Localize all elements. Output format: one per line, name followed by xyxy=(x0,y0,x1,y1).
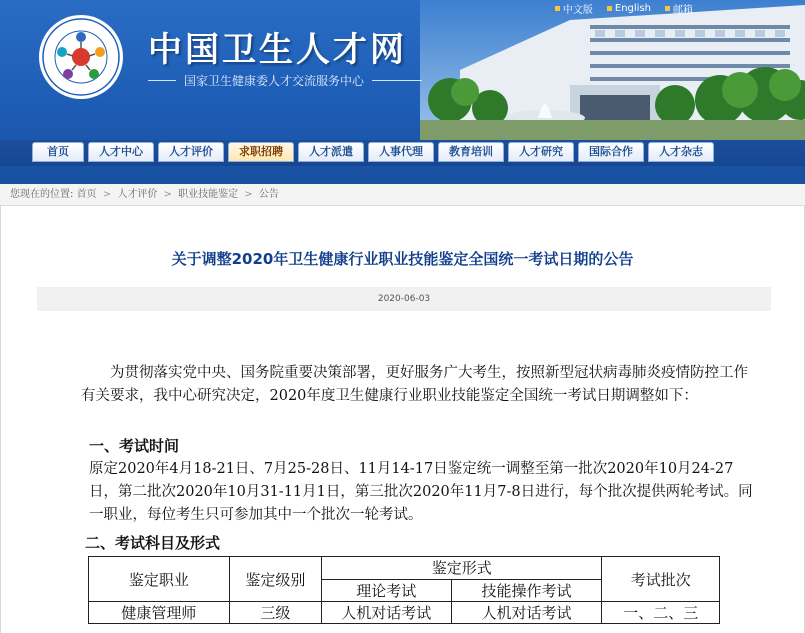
article-title: 关于调整2020年卫生健康行业职业技能鉴定全国统一考试日期的公告 xyxy=(171,250,634,268)
header-theory: 理论考试 xyxy=(321,579,451,602)
cell-skill: 人机对话考试 xyxy=(451,602,602,624)
breadcrumb xyxy=(0,184,805,206)
site-subtitle-text: 国家卫生健康委人才交流服务中心 xyxy=(184,74,365,88)
breadcrumb-separator: > xyxy=(244,189,253,200)
header-skill: 技能操作考试 xyxy=(451,579,602,602)
table-header-row xyxy=(89,557,720,580)
article-date: 2020-06-03 xyxy=(37,287,771,311)
exam-subjects-table xyxy=(88,556,720,624)
site-title[interactable]: 中国卫生人才网 xyxy=(148,30,407,70)
main-nav xyxy=(0,140,805,166)
nav-item-talent-magazine[interactable]: 人才杂志 xyxy=(648,142,714,162)
cell-occupation: 健康管理师 xyxy=(89,602,230,624)
nav-item-talent-dispatch[interactable]: 人才派遣 xyxy=(298,142,364,162)
toplink-chinese-label: 中文版 xyxy=(562,5,593,16)
bullet-icon xyxy=(607,6,612,11)
toplink-mailbox-label: 邮箱 xyxy=(673,5,693,16)
top-links xyxy=(555,1,693,16)
site-logo-icon xyxy=(38,14,124,100)
cell-theory: 人机对话考试 xyxy=(321,602,451,624)
table-row xyxy=(89,602,720,624)
cell-batch: 一、二、三 xyxy=(602,602,720,624)
article-container xyxy=(0,206,805,633)
bullet-icon xyxy=(665,6,670,11)
toplink-mailbox[interactable] xyxy=(665,1,693,16)
header-form: 鉴定形式 xyxy=(321,557,602,580)
cell-level: 三级 xyxy=(229,602,321,624)
toplink-english-label: English xyxy=(614,3,651,14)
site-subtitle xyxy=(148,72,422,89)
section-heading-exam-subjects: 二、考试科目及形式 xyxy=(85,534,221,552)
header-occupation: 鉴定职业 xyxy=(89,557,230,602)
breadcrumb-separator: > xyxy=(163,189,172,200)
exam-time-paragraph: 原定2020年4月18-21日、7月25-28日、11月14-17日鉴定统一调整至第一批次2020年10月24-27日，第二批次2020年10月31-11月1日，第三批次2020年11月7-8日进行，每个批次提供两轮考试。同一职业，每位考生只可参加其中一个批次一轮考试。 xyxy=(89,461,753,523)
article-intro-paragraph: 为贯彻落实党中央、国务院重要决策部署，更好服务广大考生，按照新型冠状病毒肺炎疫情防控工作有关要求，我中心研究决定，2020年度卫生健康行业职业技能鉴定全国统一考试日期调整如下： xyxy=(81,365,748,404)
breadcrumb-separator: > xyxy=(102,189,112,200)
nav-item-talent-evaluation[interactable]: 人才评价 xyxy=(158,142,224,162)
toplink-english[interactable] xyxy=(607,1,651,16)
header-level: 鉴定级别 xyxy=(229,557,321,602)
nav-item-job-recruitment[interactable]: 求职招聘 xyxy=(228,142,294,162)
breadcrumb-skill-appraisal[interactable]: 职业技能鉴定 xyxy=(178,189,239,200)
breadcrumb-home[interactable]: 首页 xyxy=(76,189,97,200)
nav-item-talent-center[interactable]: 人才中心 xyxy=(88,142,154,162)
divider xyxy=(372,80,422,81)
breadcrumb-talent-evaluation[interactable]: 人才评价 xyxy=(117,189,158,200)
divider xyxy=(148,80,176,81)
section-heading-exam-time: 一、考试时间 xyxy=(89,437,180,455)
nav-item-personnel-agency[interactable]: 人事代理 xyxy=(368,142,434,162)
toplink-chinese[interactable] xyxy=(555,1,593,16)
bullet-icon xyxy=(555,6,560,11)
breadcrumb-label: 您现在的位置: xyxy=(10,189,74,200)
nav-item-talent-research[interactable]: 人才研究 xyxy=(508,142,574,162)
nav-item-home[interactable]: 首页 xyxy=(32,142,84,162)
header-batch: 考试批次 xyxy=(602,557,720,602)
building-photo xyxy=(420,0,805,140)
nav-item-international[interactable]: 国际合作 xyxy=(578,142,644,162)
breadcrumb-announcement[interactable]: 公告 xyxy=(258,189,279,200)
nav-item-education-training[interactable]: 教育培训 xyxy=(438,142,504,162)
